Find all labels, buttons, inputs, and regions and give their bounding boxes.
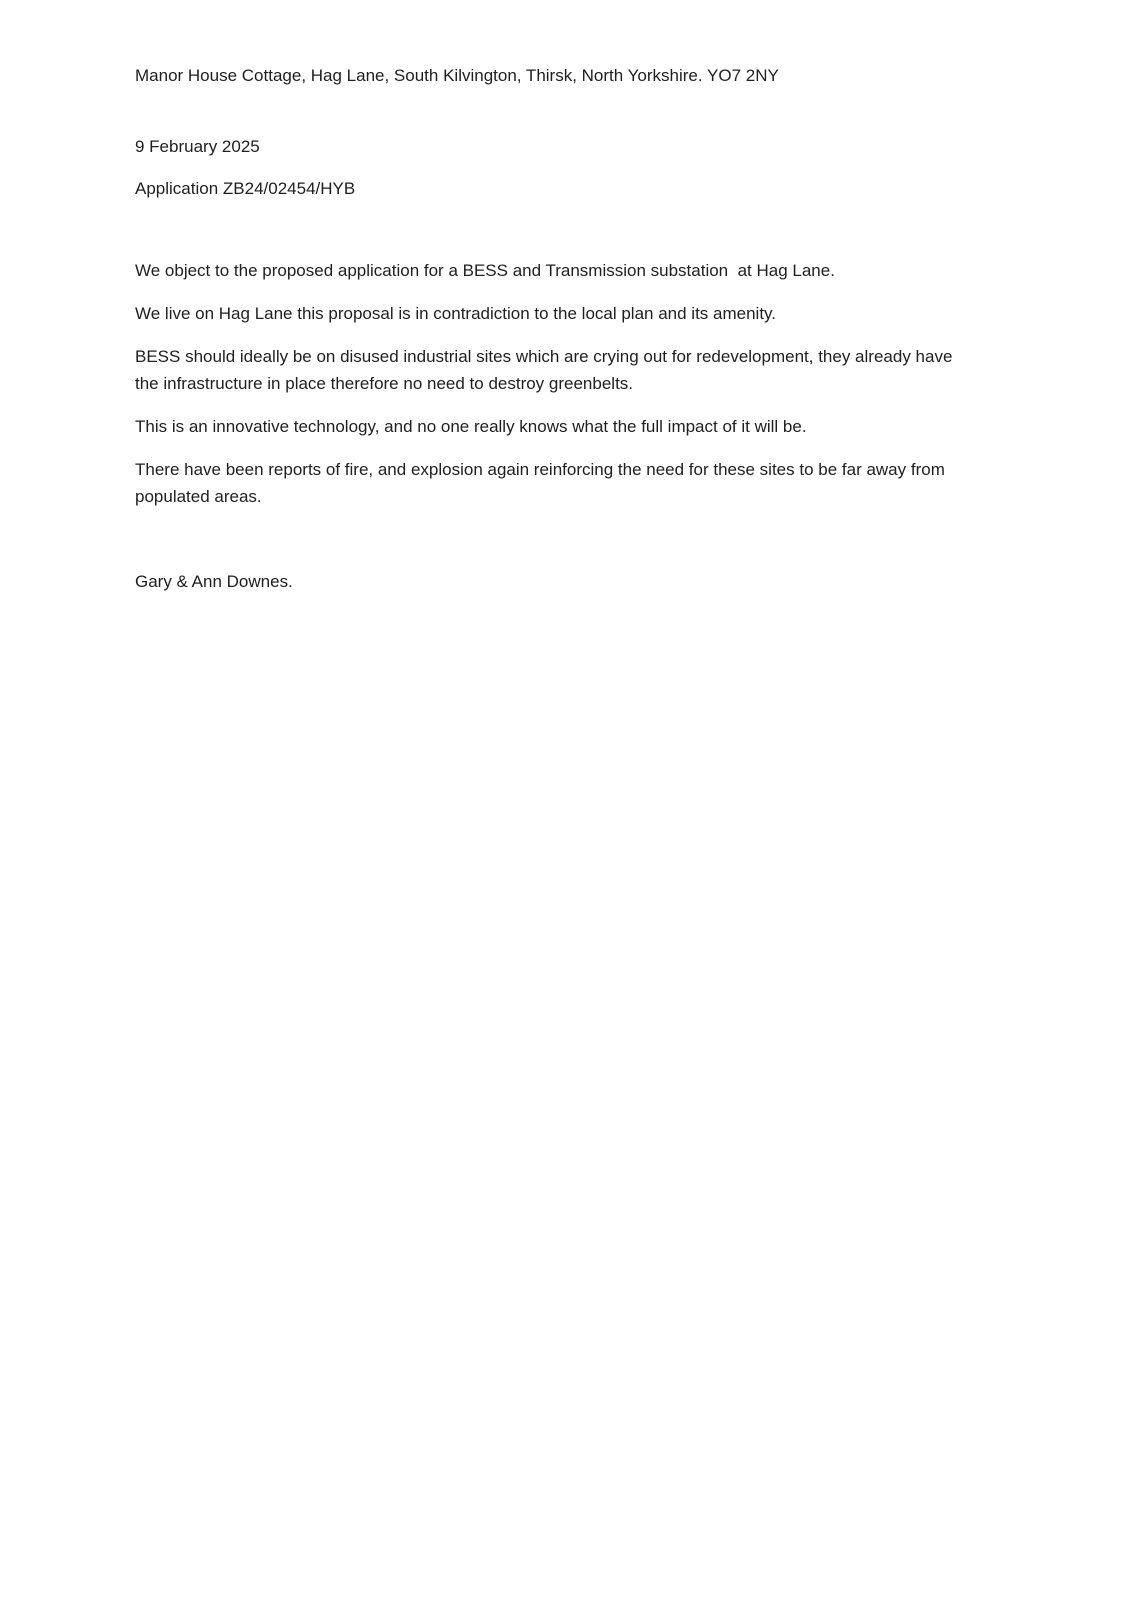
- body-paragraph-fire-reports: There have been reports of fire, and explosion again reinforcing the need for these sites to be far away from populated areas.: [135, 460, 950, 506]
- body-paragraph-industrial-sites: BESS should ideally be on disused industrial sites which are crying out for redevelopment, they already have the infrastructure in place therefore no need to destroy greenbelts.: [135, 347, 958, 393]
- application-reference: Application ZB24/02454/HYB: [135, 179, 356, 198]
- sender-address: Manor House Cottage, Hag Lane, South Kilvington, Thirsk, North Yorkshire. YO7 2NY: [135, 66, 779, 85]
- letter-date: 9 February 2025: [135, 137, 260, 156]
- body-paragraph-objection: We object to the proposed application for a BESS and Transmission substation at Hag Lane.: [135, 261, 835, 280]
- signature: Gary & Ann Downes.: [135, 572, 293, 591]
- body-paragraph-innovative-technology: This is an innovative technology, and no one really knows what the full impact of it will be.: [135, 417, 807, 436]
- body-paragraph-local-plan: We live on Hag Lane this proposal is in contradiction to the local plan and its amenity.: [135, 304, 777, 323]
